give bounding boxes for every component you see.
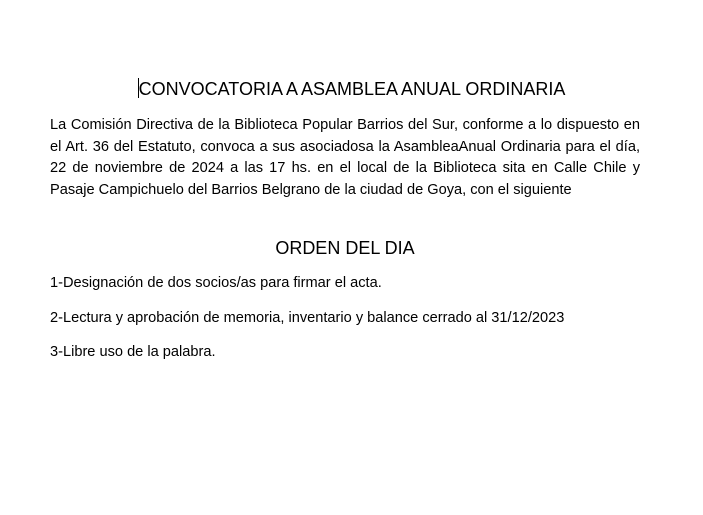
section-title-orden-del-dia: ORDEN DEL DIA — [275, 238, 415, 258]
agenda-item-1: 1-Designación de dos socios/as para firmar el acta. — [50, 275, 382, 291]
document-title — [0, 77, 703, 101]
agenda-item-2: 2-Lectura y aprobación de memoria, inventario y balance cerrado al 31/12/2023 — [50, 310, 565, 326]
document-title-text: CONVOCATORIA A ASAMBLEA ANUAL ORDINARIA — [138, 79, 566, 99]
agenda-item-3: 3-Libre uso de la palabra. — [50, 344, 216, 360]
document-body-paragraph: La Comisión Directiva de la Biblioteca Popular Barrios del Sur, conforme a lo dispuesto en el Art. 36 del Estatuto, convoca a sus asociadosa la AsambleaAnual Ordinaria para el día, 22 de noviembre de 2024 a las 17 hs. en el local de la Biblioteca sita en Calle Chile y Pasaje Campichuelo del Barrios Belgrano de la ciudad de Goya, con el siguiente — [50, 117, 640, 198]
